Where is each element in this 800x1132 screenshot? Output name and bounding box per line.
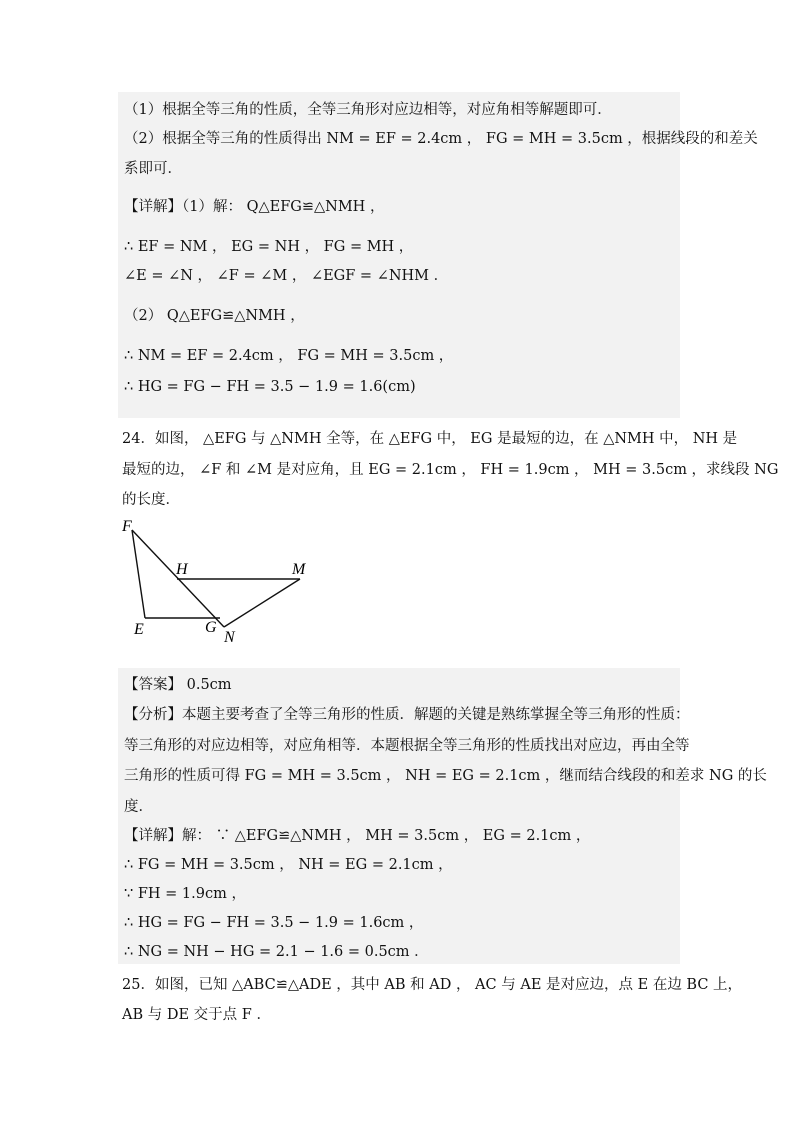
answer-line: 【答案】 0.5cm: [124, 677, 232, 693]
problem-25-text: 25．如图，已知 △ABC≌△ADE ，其中 AB 和 AD ， AC 与 AE 是对应边，点 E 在边 BC 上，: [122, 977, 743, 993]
text-line: 等三角形的对应边相等，对应角相等．本题根据全等三角形的性质找出对应边，再由全等: [124, 738, 690, 754]
text-line: 系即可．: [124, 161, 182, 177]
text-line: （2） Q△EFG≌△NMH ，: [124, 308, 305, 324]
text-line: 【详解】解： ∵ △EFG≌△NMH ， MH = 3.5cm ， EG = 2.1cm ，: [124, 828, 591, 844]
label-H: H: [176, 561, 188, 578]
label-E: E: [134, 621, 144, 638]
label-F: F: [122, 518, 132, 535]
text-line: （1）根据全等三角的性质，全等三角形对应边相等，对应角相等解题即可．: [124, 102, 612, 118]
text-line: 度．: [124, 799, 153, 815]
triangle-figure: [112, 515, 332, 654]
text-line: ∵ FH = 1.9cm ，: [124, 886, 246, 902]
text-line: ∠E = ∠N ， ∠F = ∠M ， ∠EGF = ∠NHM ．: [124, 268, 449, 284]
text-line: ∴ EF = NM ， EG = NH ， FG = MH ，: [124, 239, 414, 255]
segment-MN: [224, 579, 300, 627]
label-M: M: [292, 561, 306, 578]
text-line: 【分析】本题主要考查了全等三角形的性质．解题的关键是熟练掌握全等三角形的性质：: [124, 707, 690, 723]
geometry-diagram: [112, 515, 332, 650]
text-line: ∴ NM = EF = 2.4cm ， FG = MH = 3.5cm ，: [124, 348, 454, 364]
text-line: ∴ HG = FG − FH = 3.5 − 1.9 = 1.6cm ，: [124, 915, 424, 931]
problem-24-text: 24．如图， △EFG 与 △NMH 全等，在 △EFG 中， EG 是最短的边，在 △NMH 中， NH 是: [122, 431, 738, 447]
label-G: G: [205, 619, 217, 636]
segment-FE: [132, 530, 145, 618]
text-line: ∴ NG = NH − HG = 2.1 − 1.6 = 0.5cm ．: [124, 944, 429, 960]
text-line: 【详解】（1）解： Q△EFG≌△NMH ，: [124, 199, 385, 215]
text-line: （2）根据全等三角的性质得出 NM = EF = 2.4cm ， FG = MH = 3.5cm ，根据线段的和差关: [124, 131, 758, 147]
text-line: ∴ HG = FG − FH = 3.5 − 1.9 = 1.6(cm): [124, 379, 416, 395]
text-line: 三角形的性质可得 FG = MH = 3.5cm ， NH = EG = 2.1cm ，继而结合线段的和差求 NG 的长: [124, 768, 767, 784]
problem-24-text: 最短的边， ∠F 和 ∠M 是对应角，且 EG = 2.1cm ， FH = 1.9cm ， MH = 3.5cm ，求线段 NG: [122, 462, 779, 478]
text-line: ∴ FG = MH = 3.5cm ， NH = EG = 2.1cm ，: [124, 857, 453, 873]
problem-24-text: 的长度．: [122, 492, 180, 508]
label-N: N: [224, 629, 235, 646]
problem-25-text: AB 与 DE 交于点 F ．: [122, 1007, 271, 1023]
